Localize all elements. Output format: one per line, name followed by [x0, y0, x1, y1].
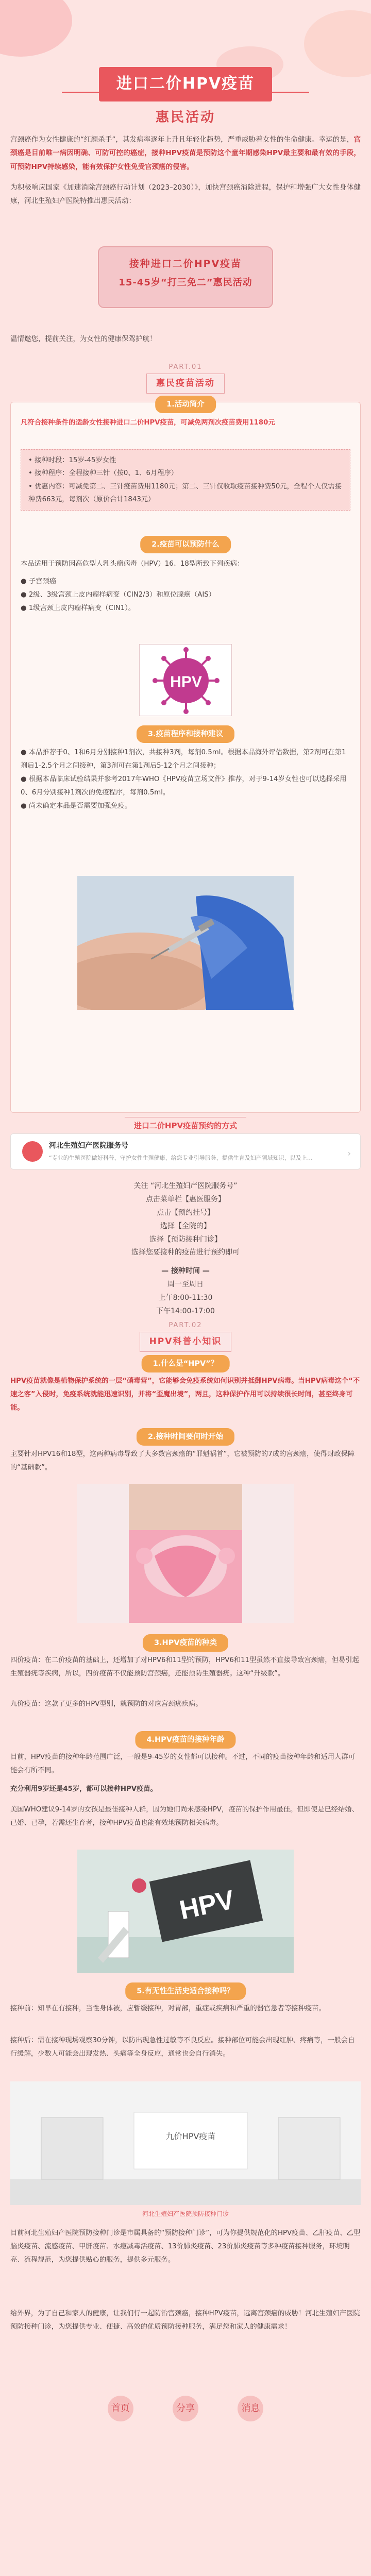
booking-step: 选择【预防接种门诊】 — [149, 1235, 222, 1244]
booking-step: 点击【预约挂号】 — [157, 1208, 214, 1217]
facility-photo — [10, 2081, 361, 2205]
prevention-desc — [21, 557, 350, 571]
uterus-illustration — [77, 1484, 294, 1623]
knowledge-text-content: 目前，HPV疫苗的接种年龄范围广泛，一般是9-45岁的女性都可以接种。不过，不同的疫苗接种年龄和适用人群可能会有所不同。 — [10, 1753, 355, 1774]
knowledge-text-content: 接种前：知早在有接种，当性身体被，应暂缓接种，对胃部，重症或疾病和严重的器官急者等接种疫苗。 — [10, 2005, 326, 2012]
hospital-logo-icon — [22, 1141, 43, 1162]
section-ribbon: 2.疫苗可以预防什么 — [140, 536, 231, 553]
prevention-list — [21, 575, 350, 615]
knowledge-text-content: 接种后：需在接种现场观察30分钟，以防出现急性过敏等不良反应。接种部位可能会出现红肿、疼痛等，一般会自行缓解，少数人可能会出现发热、头痛等全身反应，通常也会自行消失。 — [10, 2037, 355, 2058]
knowledge-text — [10, 1751, 361, 1777]
activity-desc-text: 凡符合接种条件的适龄女性接种进口二价HPV疫苗，可减免两剂次疫苗费用1180元 — [21, 419, 275, 427]
vaccination-illustration — [77, 876, 294, 1010]
knowledge-text — [10, 1698, 361, 1711]
schedule-items — [21, 746, 350, 813]
activity-desc — [21, 416, 350, 430]
hpv-virus-illustration — [139, 644, 232, 716]
closing-text-content: 给外界，为了自己和家人的健康，让我们行一起防治宫颈癌，接种HPV疫苗，远离宫颈癌的威胁！河北生殖妇产医院预防接种门诊，为您提供专业、便捷、高效的优质预防接种服务，满足您和家人的健康需求！ — [10, 2310, 360, 2331]
knowledge-text-content: 主要针对HPV16和18型，这两种病毒导致了大多数宫颈癌的“罪魁祸首”，它被预防的7成的宫颈癌，使得财政保障的“基础款”。 — [10, 1450, 355, 1471]
time-lines — [10, 1278, 361, 1318]
schedule-item: ● 本品推荐于0、1和6月分别接种1剂次，共接种3剂，每剂0.5ml。根据本品海外评估数据，第2剂可在第1剂后1-2.5个月之间接种，第3剂可在第1剂后5-12个月之间接种； — [21, 749, 346, 770]
schedule-list — [21, 746, 350, 813]
home-icon[interactable]: 首页 — [108, 2396, 133, 2421]
part-badge — [0, 361, 371, 394]
booking-steps — [10, 1180, 361, 1318]
part-title: 惠民疫苗活动 — [146, 374, 225, 394]
knowledge-text — [10, 2034, 361, 2061]
knowledge-text-content: 四价疫苗：在二价疫苗的基础上，还增加了对HPV6和11型的预防，HPV6和11型虽然不直接导致宫颈癌，但易引起生殖器疣等疾病，所以，四价疫苗不仅能预防宫颈癌，还能预防生殖器疣。这种“升级款”。 — [10, 1656, 359, 1677]
section-ribbon: 3.HPV疫苗的种类 — [143, 1634, 228, 1652]
account-desc: “专业的生殖医院做好科普，守护女性生殖健康，给您专业引导服务，提供生育及妇产领域知识，以及上… — [49, 1155, 313, 1161]
time-line: 上午8:00-11:30 — [158, 1294, 213, 1302]
footer-nav — [0, 2396, 371, 2421]
slogan-line: 接种进口二价HPV疫苗 — [129, 258, 242, 269]
intro-text — [10, 133, 361, 215]
part-number: PART.01 — [168, 363, 203, 371]
knowledge-text — [10, 1803, 361, 1830]
booking-step: 关注 “河北生殖妇产医院服务号” — [133, 1182, 238, 1190]
section-ribbon: 1.活动简介 — [155, 396, 216, 413]
knowledge-text-content: HPV疫苗就像是植物保护系统的一层“硝毒营”，它能够会免疫系统如何识别并抵御HPV病毒。当HPV病毒这个“不速之客”入侵时，免疫系统就能迅速识别，并将“歪魔出境”，两且，这种保护作用可以持续很长时间，甚至终身可能。 — [10, 1377, 360, 1412]
vaccination-photo — [77, 876, 294, 1010]
section-ribbon: 1.什么是“HPV”？ — [142, 1355, 230, 1372]
intro-paragraph: 为积极响应国家《加速消除宫颈癌行动计划（2023–2030）》，加快宫颈癌消除进程，保护和增强广大女性身体健康，河北生殖妇产医院特推出惠民活动： — [10, 183, 361, 206]
part-number: PART.02 — [168, 1321, 203, 1329]
part-title: HPV科普小知识 — [140, 1332, 232, 1352]
page-subtitle: 惠民活动 — [155, 109, 215, 125]
activity-slogan-box — [98, 246, 273, 308]
section-ribbon: 3.疫苗程序和接种建议 — [137, 725, 234, 743]
intro-paragraph: 宫颈癌作为女性健康的“红颜杀手”，其发病率逐年上升且年轻化趋势，严重威胁着女性的生命健康。幸运的是，宫颈癌是目前唯一病因明确、可防可控的癌症，接种HPV疫苗是预防这个童年期感染HPV最主要和最有效的手段，可预防HPV持续感染，能有效保护女性免受宫颈癌的侵害。 — [10, 135, 361, 171]
time-line: 周一至周日 — [167, 1280, 204, 1289]
account-name: 河北生殖妇产医院服务号 — [49, 1142, 128, 1150]
prevention-item: ● 1级宫颈上皮内瘤样病变（CIN1）。 — [21, 604, 136, 612]
hpv-vial-label: HPV — [177, 1885, 237, 1926]
hpv-vaccine-photo — [77, 1850, 294, 1973]
booking-step: 选择【全院的】 — [160, 1222, 211, 1230]
closing-text — [10, 2227, 361, 2267]
section-title: 进口二价HPV疫苗预约的方式 — [125, 1117, 246, 1135]
booking-step: 选择您要接种的疫苗进行预约即可 — [131, 1248, 240, 1257]
hpv-label: HPV — [170, 673, 202, 690]
hpv-vaccine-illustration — [77, 1850, 294, 1973]
activity-detail-list — [28, 454, 343, 506]
activity-detail-item: • 接种时段：15岁-45岁女性 — [28, 456, 116, 464]
knowledge-text — [10, 1654, 361, 1681]
knowledge-text — [10, 2002, 361, 2015]
prevention-desc-text: 本品适用于预防因高危型人乳头瘤病毒（HPV）16、18型所致下列疾病： — [21, 560, 244, 568]
section-ribbon: 4.HPV疫苗的接种年龄 — [135, 1731, 235, 1749]
schedule-item: ● 根据本品临床试验结果并参考2017年WHO《HPV疫苗立场文件》推荐，对于9-14岁女性也可以选择采用0、6月分别接种1剂次的免疫程序，每剂0.5ml。 — [21, 775, 347, 796]
time-title: — 接种时间 — — [161, 1267, 210, 1276]
facility-sign: 九价HPV疫苗 — [165, 2131, 216, 2141]
prevention-items — [21, 575, 350, 615]
decor-blob — [0, 0, 72, 57]
schedule-item: ● 尚未确定本品是否需要加强免疫。 — [21, 802, 132, 810]
prevention-item: ● 2级、3级宫颈上皮内瘤样病变（CIN2/3）和原位腺癌（AIS） — [21, 590, 215, 599]
activity-detail-item: • 优惠内容：可减免第二、三针疫苗费用1180元；第二、三针仅收取疫苗接种费50元，全程个人仅需接种费663元，每剂次（原价合计1843元） — [28, 482, 342, 503]
knowledge-text — [10, 1375, 361, 1415]
chevron-right-icon: › — [347, 1148, 351, 1158]
activity-detail-box — [21, 449, 350, 511]
slogan-line: 15-45岁“打三免二”惠民活动 — [119, 277, 252, 289]
section-ribbon: 5.有无性生活史适合接种吗？ — [125, 1982, 246, 2000]
knowledge-text-content: 充分利用9岁还是45岁，都可以接种HPV疫苗。 — [10, 1785, 157, 1793]
closing-text-content: 目前河北生殖妇产医院预防接种门诊是市属具备的“预防接种门诊”，可为你提供规范化的HPV疫苗、乙肝疫苗、乙型脑炎疫苗、流感疫苗、甲肝疫苗、水痘减毒活疫苗、13价肺炎疫苗、23价肺炎疫苗等多种疫苗接种服务，环境明亮、流程规范，为您提供贴心的服务，提供多元服务。 — [10, 2229, 361, 2264]
knowledge-text — [10, 1783, 361, 1796]
knowledge-text-content: 美国WHO建议9-14岁的女孩是最佳接种人群，因为她们尚未感染HPV，疫苗的保护作用最佳。但即使是已经结婚、已婚、已孕，若需还生育者，接种HPV疫苗也能有效地预防相关病毒。 — [10, 1806, 359, 1827]
prevention-item: ● 子宫颈癌 — [21, 578, 57, 585]
section-ribbon: 2.接种时间要何时开始 — [137, 1428, 234, 1446]
hpv-virus-icon — [140, 645, 232, 716]
time-line: 下午14:00-17:00 — [156, 1307, 215, 1316]
header — [0, 67, 371, 130]
page-title: 进口二价HPV疫苗 — [99, 67, 272, 101]
booking-lines — [10, 1180, 361, 1260]
booking-step: 点击菜单栏【惠医服务】 — [146, 1195, 225, 1204]
knowledge-text — [10, 1448, 361, 1475]
knowledge-text-content: 九价疫苗：这款了更多的HPV型别，就预防的对应宫颈癌疾病。 — [10, 1700, 203, 1708]
part-badge — [0, 1319, 371, 1352]
wechat-account-card[interactable] — [10, 1133, 361, 1170]
facility-illustration — [10, 2081, 361, 2205]
lead-text: 温情邀您，提前关注，为女性的健康保驾护航！ — [10, 335, 157, 343]
message-icon[interactable]: 消息 — [238, 2396, 263, 2421]
activity-detail-item: • 接种程序：全程接种三针（按0、1、6月程序） — [28, 469, 178, 478]
highlight-text: 宫颈癌是目前唯一病因明确、可防可控的癌症，接种HPV疫苗是预防这个童年期感染HPV最主要和最有效的手段，可预防HPV持续感染，能有效保护女性免受宫颈癌的侵害。 — [10, 135, 361, 171]
facility-caption: 河北生殖妇产医院预防接种门诊 — [142, 2210, 229, 2217]
share-icon[interactable]: 分享 — [173, 2396, 198, 2421]
closing-text — [10, 2307, 361, 2334]
women-health-photo — [77, 1484, 294, 1623]
